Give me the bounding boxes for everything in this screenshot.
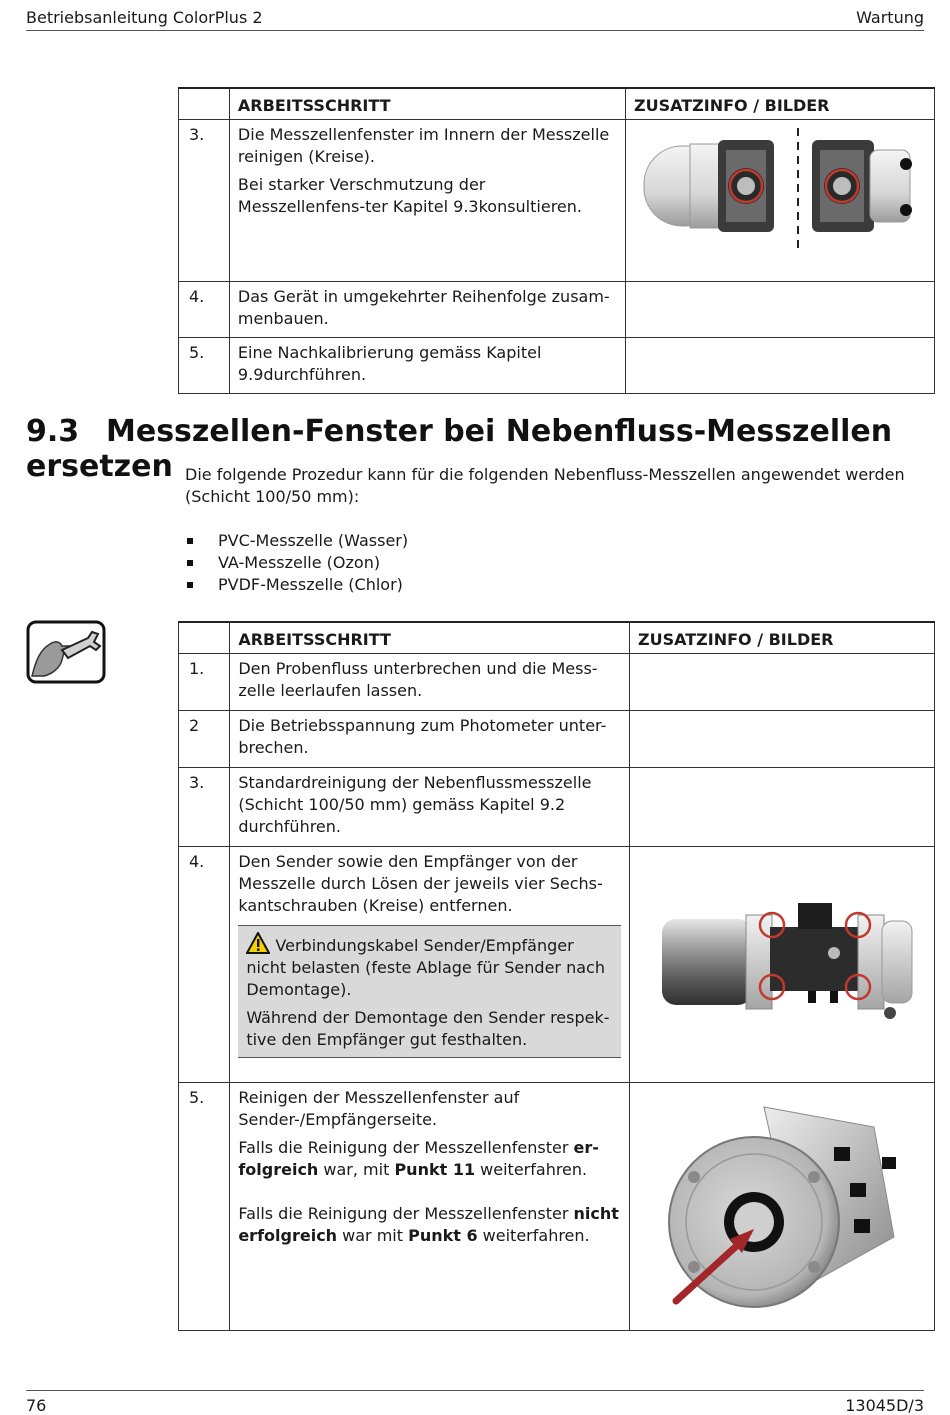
table-row xyxy=(179,654,935,711)
step-text: Eine Nachkalibrierung gemäss Kapitel 9.9durchführen. xyxy=(229,338,625,394)
wrench-hand-icon xyxy=(26,620,106,684)
step-text: Reinigen der Messzellenfenster auf Sender-/Empfängerseite. xyxy=(238,1088,520,1129)
warning-text: Während der Demontage den Sender respek-tive den Empfänger gut festhalten. xyxy=(246,1008,610,1049)
page-header xyxy=(26,8,924,31)
warning-triangle-icon xyxy=(246,932,270,954)
step-text: Den Sender sowie den Empfänger von der Messzelle durch Lösen der jeweils vier Sechs-kantschrauben (Kreise) entfernen. xyxy=(238,852,603,915)
step-number: 3. xyxy=(179,768,230,847)
header-doc-title: Betriebsanleitung ColorPlus 2 xyxy=(26,8,263,27)
list-item: VA-Messzelle (Ozon) xyxy=(185,552,408,574)
step-number: 4. xyxy=(179,282,230,338)
col-header-info: ZUSATZINFO / BILDER xyxy=(629,622,934,654)
cell-type-list xyxy=(185,530,408,596)
table-row xyxy=(179,847,935,1083)
step-text: Falls die Reinigung der Messzellenfenster er-folgreich war, mit Punkt 11 weiterfahren. xyxy=(238,1138,599,1179)
step-number: 2 xyxy=(179,711,230,768)
table-row xyxy=(179,768,935,847)
section-number: 9.3 xyxy=(26,414,80,449)
step-text: Falls die Reinigung der Messzellenfenster nicht erfolgreich war mit Punkt 6 weiterfahren. xyxy=(238,1204,619,1245)
col-header-step: ARBEITSSCHRITT xyxy=(229,88,625,120)
list-item: PVC-Messzelle (Wasser) xyxy=(185,530,408,552)
steps-table-2 xyxy=(178,621,935,1331)
section-intro: Die folgende Prozedur kann für die folgenden Nebenfluss-Messzellen angewendet werden (Schicht 100/50 mm): xyxy=(185,465,905,506)
cell-window-arrow-photo xyxy=(654,1087,914,1317)
document-number: 13045D/3 xyxy=(845,1396,924,1415)
table-header-row xyxy=(179,88,935,120)
table-row xyxy=(179,1083,935,1331)
col-header-info: ZUSATZINFO / BILDER xyxy=(625,88,934,120)
table-row xyxy=(179,338,935,394)
measuring-cell-open-photo xyxy=(630,124,930,254)
warning-box xyxy=(238,925,621,1058)
step-number: 4. xyxy=(179,847,230,1083)
step-text: Die Messzellenfenster im Innern der Messzelle reinigen (Kreise). xyxy=(237,125,610,166)
col-header-step: ARBEITSSCHRITT xyxy=(230,622,630,654)
warning-text: Verbindungskabel Sender/Empfänger nicht belasten (feste Ablage für Sender nach Demontage). xyxy=(246,936,605,999)
step-text: Standardreinigung der Nebenflussmesszelle (Schicht 100/50 mm) gemäss Kapitel 9.2 durchführen. xyxy=(230,768,630,847)
table-row xyxy=(179,711,935,768)
header-chapter: Wartung xyxy=(856,8,924,27)
table-header-row xyxy=(179,622,935,654)
step-text: Das Gerät in umgekehrter Reihenfolge zusam-menbauen. xyxy=(229,282,625,338)
page-footer xyxy=(26,1390,924,1415)
step-number: 5. xyxy=(179,1083,230,1331)
list-item: PVDF-Messzelle (Chlor) xyxy=(185,574,408,596)
table-row xyxy=(179,120,935,282)
step-text: Bei starker Verschmutzung der Messzellenfens-ter Kapitel 9.3konsultieren. xyxy=(237,175,582,216)
section-title: Messzellen-Fenster bei Nebenfluss-Messzellen ersetzen xyxy=(26,414,893,484)
step-number: 5. xyxy=(179,338,230,394)
steps-table-1 xyxy=(178,87,935,394)
step-number: 1. xyxy=(179,654,230,711)
page-number: 76 xyxy=(26,1396,47,1415)
step-number: 3. xyxy=(179,120,230,282)
table-row xyxy=(179,282,935,338)
step-text: Die Betriebsspannung zum Photometer unter-brechen. xyxy=(230,711,630,768)
step-text: Den Probenfluss unterbrechen und die Mess-zelle leerlaufen lassen. xyxy=(230,654,630,711)
measuring-cell-side-photo xyxy=(658,897,918,1027)
